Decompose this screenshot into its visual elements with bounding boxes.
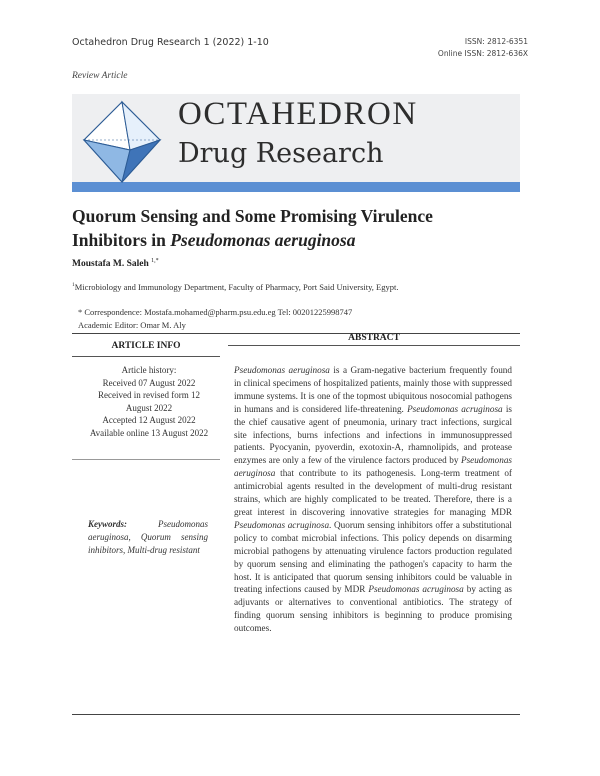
- article-title: [72, 204, 532, 252]
- article-history: [88, 364, 210, 439]
- journal-citation: Octahedron Drug Research 1 (2022) 1-10: [72, 37, 269, 48]
- academic-editor: Academic Editor: Omar M. Aly: [78, 320, 186, 330]
- abstract-head-rule: [228, 345, 520, 346]
- history-rule: [72, 459, 220, 460]
- keywords: [88, 518, 208, 557]
- correspondence: * Correspondence: Mostafa.mohamed@pharm.psu.edu.eg Tel: 00201225998747: [78, 307, 353, 317]
- article-type: Review Article: [72, 71, 128, 81]
- title-line-2: Inhibitors in Pseudomonas aeruginosa: [72, 230, 356, 250]
- history-revised: Received in revised form 12 August 2022: [98, 390, 200, 413]
- history-label: Article history:: [121, 365, 177, 375]
- issn: ISSN: 2812-6351: [464, 37, 528, 46]
- history-received: Received 07 August 2022: [102, 377, 196, 388]
- author-name: Moustafa M. Saleh $^{1,*}$: [72, 258, 159, 270]
- journal-name: OCTAHEDRON: [178, 96, 418, 132]
- history-online: Available online 13 August 2022: [89, 427, 209, 438]
- octahedron-logo-icon: [80, 100, 164, 184]
- author-marks: 1,*: [151, 258, 159, 264]
- keywords-text: Pseudomonas aeruginosa, Quorum sensing inhibitors, Multi-drug resistant: [88, 519, 208, 555]
- title-species: Pseudomonas aeruginosa: [170, 230, 356, 250]
- journal-subtitle: Drug Research: [178, 138, 384, 169]
- keywords-label: Keywords:: [88, 519, 127, 529]
- online-issn: Online ISSN: 2812-636X: [437, 49, 528, 58]
- article-info-heading: ARTICLE INFO: [111, 341, 181, 351]
- history-accepted: Accepted 12 August 2022: [102, 415, 196, 425]
- info-head-rule: [72, 356, 220, 357]
- abstract-heading: ABSTRACT: [348, 333, 400, 343]
- issn-block: [438, 36, 528, 60]
- bottom-rule: [72, 714, 520, 715]
- title-line-1: Quorum Sensing and Some Promising Virulence: [72, 206, 433, 226]
- abstract-text: Pseudomonas aeruginosa is a Gram-negative bacterium frequently found in clinical specimens of hospitalized patients, mainly those with suppressed immune systems. It is one of the topmost ubiquitous nosocomial pathogens in humans and is considered life-threatening. Pseudomonas acruginosa is the chief causative agent of pneumonia, urinary tract infections, surgical site infections, burns infections and infections in immunosuppressed patients. Pyocyanin, pyoverdin, exotoxin-A, rhamnolipids, and protease enzymes are only a few of the virulence factors produced by Pseudomonas aeruginosa that contribute to its pathogenesis. Long-term treatment of antimicrobial agents resulted in the development of multi-drug resistant strains, which are highly complicated to be treated. Therefore, there is a great interest in discovering innovative strategies for managing MDR Pseudomonas acruginosa. Quorum sensing inhibitors offer a substitutional policy to combat microbial infections. This policy depends on disarming microbial pathogens by attenuating virulence factors production regulated by quorum sensing and eliminating the pathogen's capacity to harm the host. It is anticipated that quorum sensing inhibitors could be valuable in treating infections caused by MDR Pseudomonas acruginosa by acting as adjuvants or alternatives to conventional antibiotics. The strategy of finding quorum sensing inhibitors is beginning to produce promising outcomes.: [234, 365, 512, 634]
- affiliation: $^1$Microbiology and Immunology Department, Faculty of Pharmacy, Port Said University, Egypt.: [72, 282, 399, 292]
